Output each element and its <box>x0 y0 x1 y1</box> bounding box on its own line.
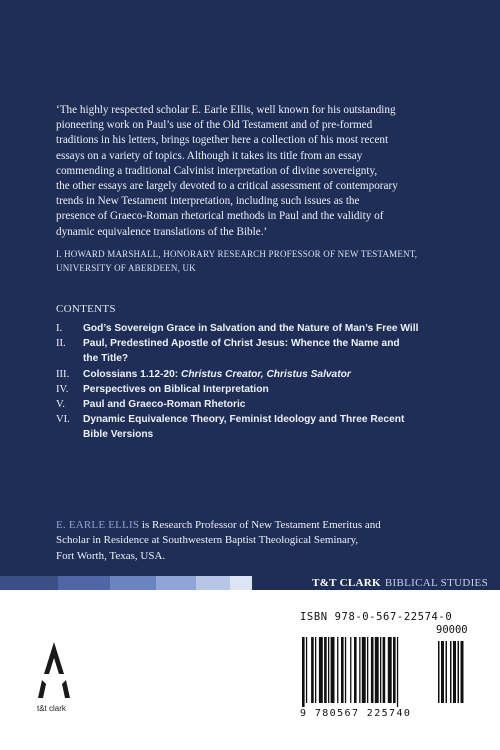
series-name: BIBLICAL STUDIES <box>384 577 488 589</box>
contents-item <box>56 321 476 336</box>
color-band-segment <box>156 576 196 590</box>
contents-item-title-italic: Christus Creator, Christus Salvator <box>180 368 351 380</box>
series-bar <box>252 574 500 592</box>
barcode-stripe <box>315 637 316 703</box>
publisher-logo-text: t&t clark <box>37 704 66 713</box>
contents-item-number: V. <box>56 399 65 411</box>
publisher-logo-icon <box>34 640 74 700</box>
contents-item-title <box>83 367 476 382</box>
barcode-addon-stripe <box>461 641 464 703</box>
isbn-text: ISBN 978-0-567-22574-0 <box>300 611 453 623</box>
attribution-line: UNIVERSITY OF ABERDEEN, UK <box>56 262 196 273</box>
barcode-addon-stripe <box>453 641 456 703</box>
attribution-line: I. HOWARD MARSHALL, HONORARY RESEARCH PROFESSOR OF NEW TESTAMENT, <box>56 249 418 259</box>
barcode-stripe <box>328 637 329 703</box>
barcode-stripe <box>331 637 335 703</box>
contents-item <box>56 336 476 366</box>
contents-item-title-line: Paul, Predestined Apostle of Christ Jesus: Whence the Name and <box>83 338 400 350</box>
barcode-stripe <box>341 637 344 703</box>
barcode-stripe <box>319 637 323 703</box>
contents-item <box>56 412 476 442</box>
barcode-stripe <box>302 637 305 707</box>
author-bio <box>56 518 466 564</box>
quote-line: the other essays are largely devoted to a critical assessment of contemporary <box>56 180 398 193</box>
color-band-segment <box>196 576 230 590</box>
quote-line: trends in New Testament interpretation, including such issues as the <box>56 195 360 208</box>
color-band-segment <box>58 576 110 590</box>
contents-list <box>56 321 476 443</box>
contents-item <box>56 367 476 382</box>
barcode-stripe <box>359 637 360 703</box>
contents-item-title <box>83 382 476 397</box>
barcode-stripe <box>337 637 338 703</box>
quote-line: dynamic equivalence translations of the Bible.’ <box>56 225 268 238</box>
contents-item-title-line: Perspectives on Biblical Interpretation <box>83 383 269 395</box>
contents-item-number: I. <box>56 323 63 334</box>
barcode-stripe <box>367 637 368 703</box>
contents-item <box>56 397 476 412</box>
contents-item-title-line: God’s Sovereign Grace in Salvation and the Nature of Man’s Free Will <box>83 323 419 334</box>
contents-item <box>56 382 476 397</box>
quote-line: ‘The highly respected scholar E. Earle Ellis, well known for his outstanding <box>56 104 396 116</box>
barcode-stripe <box>324 637 327 703</box>
barcode-stripe <box>311 637 314 703</box>
barcode-stripe <box>393 637 396 703</box>
quote-line: essays on a variety of topics. Although it takes its title from an essay <box>56 149 363 162</box>
author-bio-line: Scholar in Residence at Southwestern Baptist Theological Seminary, <box>56 534 359 547</box>
barcode-block <box>300 611 476 721</box>
contents-item-title-line: the Title? <box>83 353 129 365</box>
color-band-segment <box>0 576 58 590</box>
barcode-addon-stripe <box>438 641 440 703</box>
barcode-stripe <box>306 637 307 703</box>
ean-number: 9 780567 225740 <box>300 708 412 719</box>
barcode-stripe <box>371 637 374 703</box>
quote-line: pioneering work on Paul’s use of the Old Testament and of pre-formed <box>56 119 373 132</box>
contents-item-title-line: Bible Versions <box>83 429 154 441</box>
color-band-segment <box>230 576 252 590</box>
author-bio-line: Fort Worth, Texas, USA. <box>56 549 166 562</box>
author-name: E. EARLE ELLIS <box>56 519 140 531</box>
contents-item-title-plain: Colossians 1.12-20: <box>83 368 181 380</box>
barcode-stripe <box>354 637 357 703</box>
contents-item-number: IV. <box>56 383 69 395</box>
barcode-stripe <box>388 637 392 703</box>
contents-item-title <box>83 412 476 442</box>
contents-heading: CONTENTS <box>56 303 116 315</box>
color-band-segment <box>110 576 156 590</box>
quote-line: commending a traditional Calvinist interpretation of divine sovereignty, <box>56 164 378 177</box>
contents-item-title-line: Dynamic Equivalence Theory, Feminist Ideology and Three Recent <box>83 414 405 426</box>
barcode-stripe <box>362 637 366 703</box>
barcode-stripe <box>345 637 346 703</box>
contents-item-number: VI. <box>56 414 70 426</box>
ean-barcode <box>300 637 476 707</box>
contents-item-title <box>83 397 476 412</box>
barcode-addon-stripe <box>446 641 448 703</box>
contents-item-title-line: Paul and Graeco-Roman Rhetoric <box>83 399 246 411</box>
barcode-addon-stripe <box>458 641 460 703</box>
barcode-stripe <box>375 637 379 703</box>
contents-item-title <box>83 336 476 366</box>
price-code-text: 90000 <box>436 624 468 636</box>
contents-item-number: II. <box>56 338 66 350</box>
barcode-stripe <box>350 637 351 703</box>
barcode-addon-stripe <box>441 641 444 703</box>
endorsement-attribution <box>56 248 466 275</box>
series-brand: T&T CLARK <box>312 577 381 589</box>
barcode-stripe <box>380 637 381 703</box>
barcode-stripe <box>397 637 398 707</box>
endorsement-quote <box>56 103 456 240</box>
barcode-addon-stripe <box>450 641 452 703</box>
author-bio-line <box>56 518 466 533</box>
quote-line: traditions in his letters, brings together here a collection of his most recent <box>56 134 389 147</box>
contents-item-number: III. <box>56 368 70 380</box>
contents-item-title <box>83 321 476 336</box>
author-bio-text: is Research Professor of New Testament Emeritus and <box>139 519 381 531</box>
quote-line: presence of Graeco-Roman rhetorical methods in Paul and the validity of <box>56 210 384 223</box>
barcode-stripe <box>383 637 386 703</box>
